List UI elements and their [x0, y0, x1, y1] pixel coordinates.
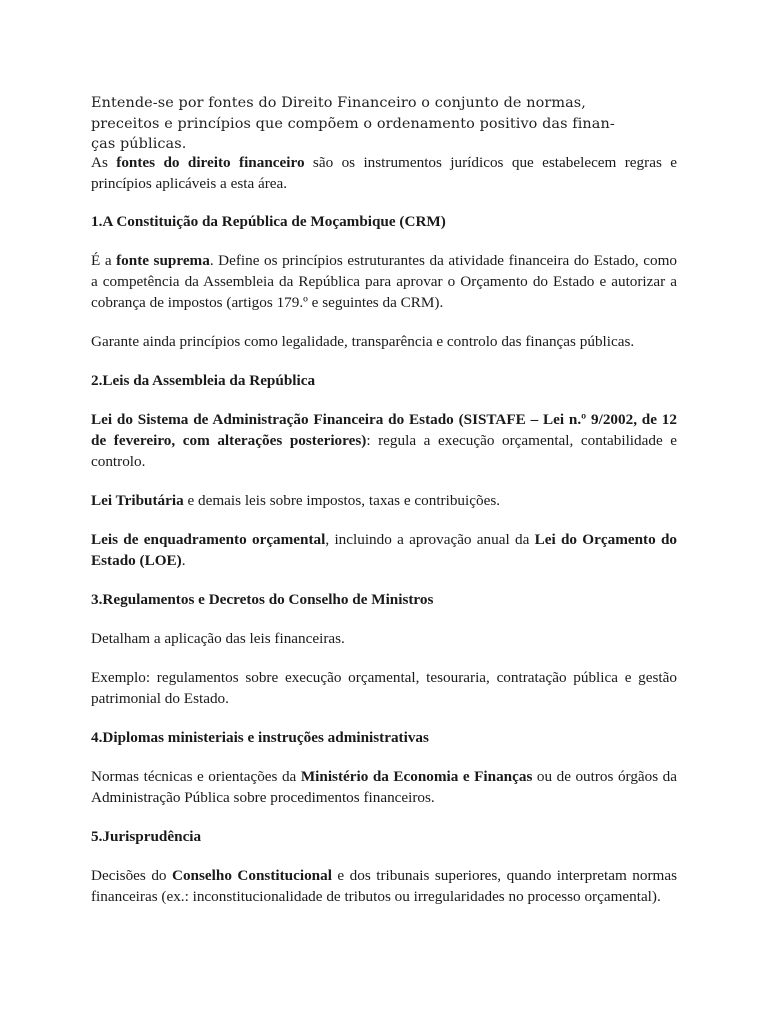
intro-line: ças públicas.: [91, 136, 187, 152]
bold-term: fonte suprema: [116, 252, 210, 269]
section-heading: 4.Diplomas ministeriais e instruções administrativas: [91, 729, 429, 746]
document-body: [91, 152, 677, 925]
text: , incluindo a aprovação anual da: [325, 531, 535, 548]
section-paragraph: Exemplo: regulamentos sobre execução orçamental, tesouraria, contratação pública e gestão patrimonial do Estado.: [91, 669, 677, 707]
section-paragraph: [91, 250, 677, 313]
text: Decisões do: [91, 867, 172, 884]
text: ou de outros órgãos da Administração Pública sobre procedimentos financeiros.: [91, 768, 678, 806]
section-paragraph: Garante ainda princípios como legalidade, transparência e controlo das finanças públicas.: [91, 333, 635, 350]
bold-term: Lei Tributária: [91, 492, 184, 509]
text: Normas técnicas e orientações da: [91, 768, 301, 785]
text: .: [181, 552, 186, 569]
section-heading: 3.Regulamentos e Decretos do Conselho de Ministros: [91, 591, 434, 608]
text: e demais leis sobre impostos, taxas e contribuições.: [183, 492, 501, 509]
section-heading: 1.A Constituição da República de Moçambique (CRM): [91, 213, 446, 230]
section-paragraph: [91, 865, 677, 907]
text: . Define os princípios estruturantes da atividade financeira do Estado, como a competência da Assembleia da República para aprovar o Orçamento do Estado e autorizar a cobrança de impostos (artigos 179.º e seguintes da CRM).: [91, 252, 677, 311]
bold-term: Conselho Constitucional: [172, 867, 332, 884]
section-paragraph: Detalham a aplicação das leis financeiras.: [91, 630, 345, 647]
bold-term: Ministério da Economia e Finanças: [300, 768, 533, 785]
section-paragraph: [91, 409, 677, 472]
section-heading: 2.Leis da Assembleia da República: [91, 372, 316, 389]
text: : regula a execução orçamental, contabilidade e controlo.: [91, 432, 677, 470]
section-heading: 5.Jurisprudência: [91, 828, 202, 845]
text: são os instrumentos jurídicos que estabelecem regras e princípios aplicáveis a esta área.: [91, 154, 677, 192]
intro-line: Entende-se por fontes do Direito Financeiro o conjunto de normas,: [91, 95, 586, 111]
text: É a: [91, 252, 117, 269]
fontes-paragraph: [91, 152, 677, 194]
text: As: [91, 154, 117, 171]
bold-term: Leis de enquadramento orçamental: [91, 531, 326, 548]
section-paragraph: [91, 529, 677, 571]
intro-line: preceitos e princípios que compõem o ordenamento positivo das finan-: [91, 115, 615, 132]
text: e dos tribunais superiores, quando interpretam normas financeiras (ex.: inconstitucionalidade de tributos ou irregularidades no processo orçamental).: [91, 867, 678, 905]
bold-term: Lei do Orçamento do Estado (LOE): [91, 531, 678, 569]
bold-term: Lei do Sistema de Administração Financeira do Estado (SISTAFE – Lei n.º 9/2002, de 12 de fevereiro, com alterações posteriores): [91, 411, 677, 449]
intro-paragraph: [91, 93, 615, 155]
bold-term: fontes do direito financeiro: [116, 154, 305, 171]
section-paragraph: [91, 490, 677, 511]
section-paragraph: [91, 766, 677, 808]
